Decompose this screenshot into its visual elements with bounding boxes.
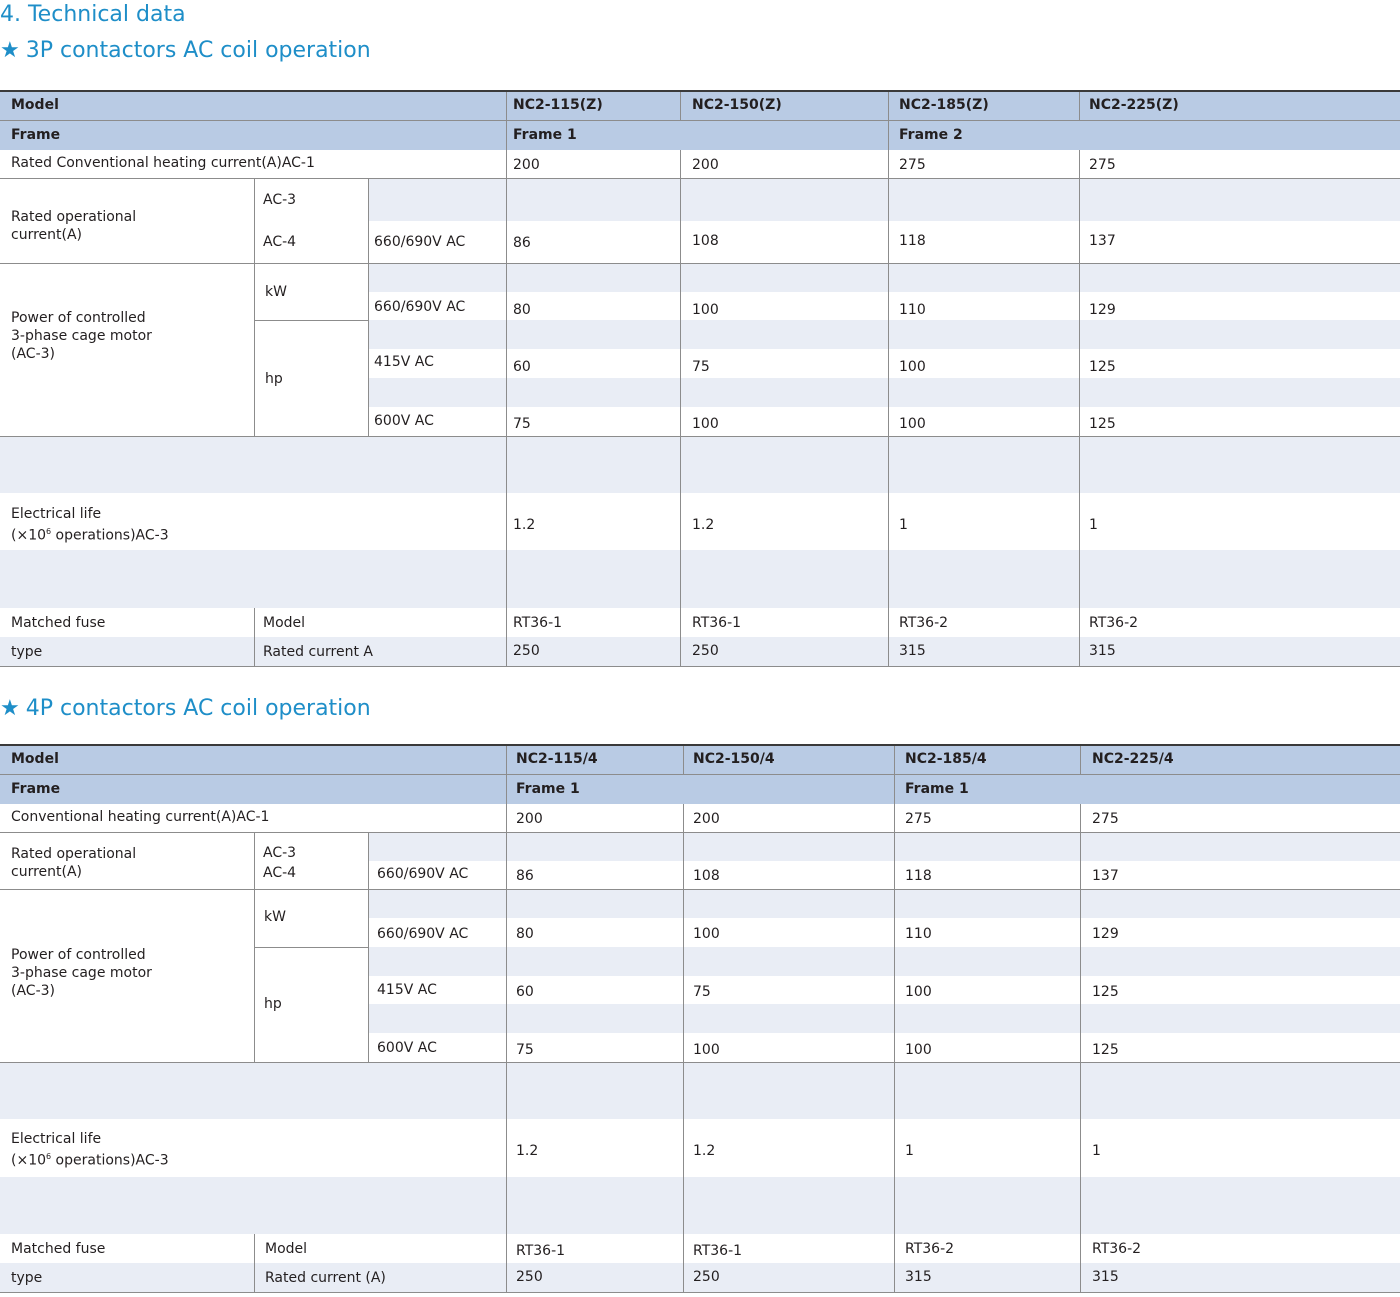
star-icon: ★ [0,38,20,63]
rule [0,436,1400,437]
value-cell: 60 [516,984,534,1000]
value-cell: 250 [693,1269,720,1285]
heating-label: Conventional heating current(A)AC-1 [11,809,270,825]
voltage-label: 600V AC [374,413,434,429]
row-tint [369,947,1400,976]
frame-cell: Frame 1 [513,127,577,143]
ac4-label: AC-4 [263,865,297,881]
section-heading-3p-text: 3P contactors AC coil operation [25,38,371,63]
model-cell: NC2-150(Z) [692,97,782,113]
value-cell: 275 [1089,157,1116,173]
hp-label: hp [264,996,282,1012]
col-rule [888,92,889,666]
value-cell: 250 [513,643,540,659]
row-tint [0,550,1400,608]
value-cell: RT36-2 [1089,615,1139,631]
row-tint [0,1177,1400,1234]
model-cell: NC2-225/4 [1092,751,1174,767]
value-cell: 275 [1092,811,1119,827]
elife-label-a: (×10 [11,527,47,544]
value-cell: 125 [1092,984,1119,1000]
power-label: Power of controlled [11,310,146,326]
value-cell: 200 [516,811,543,827]
value-cell: 315 [899,643,926,659]
value-cell: 100 [899,359,926,375]
power-label: 3-phase cage motor [11,328,152,344]
value-cell: 75 [692,359,710,375]
value-cell: 100 [899,416,926,432]
value-cell: 80 [516,926,534,942]
fuse-model-label: Model [265,1241,308,1257]
voltage-label: 660/690V AC [374,299,466,315]
value-cell: 200 [693,811,720,827]
rated-op-label: Rated operational [11,846,137,862]
value-cell: 315 [1089,643,1116,659]
rule [0,120,1400,121]
fuse-label: type [11,644,43,660]
elife-label-b: operations)AC-3 [51,527,169,544]
rule [254,320,369,321]
value-cell: 100 [693,926,720,942]
elife-label [11,523,169,545]
value-cell: RT36-1 [513,615,563,631]
value-cell: 129 [1092,926,1119,942]
ac3-label: AC-3 [263,192,297,208]
rule [254,947,369,948]
value-cell: 1 [905,1143,914,1159]
fuse-label: type [11,1270,43,1286]
heating-label: Rated Conventional heating current(A)AC-1 [11,155,315,171]
model-cell: NC2-150/4 [693,751,775,767]
value-cell: 315 [1092,1269,1119,1285]
power-label: (AC-3) [11,346,55,362]
value-cell: 137 [1089,233,1116,249]
value-cell: 110 [899,302,926,318]
voltage-label: 415V AC [374,354,434,370]
row-tint [369,378,1400,407]
value-cell: 275 [905,811,932,827]
col-rule [683,746,684,774]
value-cell: RT36-1 [692,615,742,631]
ac3-label: AC-3 [263,845,297,861]
section-heading-4p-text: 4P contactors AC coil operation [25,696,371,721]
value-cell: 125 [1089,359,1116,375]
rule [0,744,1400,746]
fuse-label: Matched fuse [11,1241,106,1257]
value-cell: 80 [513,302,531,318]
page-title: 4. Technical data [0,2,186,27]
col-rule [506,746,507,1292]
star-icon: ★ [0,696,20,721]
value-cell: 315 [905,1269,932,1285]
rule [0,889,1400,890]
value-cell: 200 [513,157,540,173]
col-rule [368,178,369,436]
col-rule [894,746,895,1292]
rated-op-label: Rated operational [11,209,137,225]
table-4p [0,744,1400,1294]
value-cell: 108 [692,233,719,249]
frame-label: Frame [11,781,61,797]
model-cell: NC2-115(Z) [513,97,603,113]
rule [0,263,1400,264]
col-rule [254,608,255,666]
value-cell: 1 [899,517,908,533]
power-label: (AC-3) [11,983,55,999]
row-tint [369,263,1400,292]
row-tint [369,1004,1400,1033]
value-cell: 137 [1092,868,1119,884]
value-cell: 86 [516,868,534,884]
value-cell: 275 [899,157,926,173]
section-heading-4p [0,696,371,721]
row-tint [369,832,1400,861]
value-cell: 108 [693,868,720,884]
value-cell: 100 [905,1042,932,1058]
elife-sup: 6 [46,1152,52,1161]
row-tint [369,320,1400,349]
frame-cell: Frame 1 [905,781,969,797]
rule [0,1292,1400,1293]
kw-label: kW [264,909,286,925]
frame-cell: Frame 1 [516,781,580,797]
col-rule [680,92,681,120]
rule [0,832,1400,833]
frame-label: Frame [11,127,61,143]
voltage-label: 660/690V AC [374,234,466,250]
table-3p [0,90,1400,667]
rule [0,90,1400,92]
elife-sup: 6 [46,527,52,536]
elife-label [11,1148,169,1170]
rule [0,666,1400,667]
power-label: 3-phase cage motor [11,965,152,981]
fuse-current-label: Rated current A [263,644,373,660]
col-rule [254,1234,255,1292]
value-cell: 250 [692,643,719,659]
elife-label: Electrical life [11,1131,102,1147]
value-cell: 1 [1089,517,1098,533]
section-heading-3p [0,38,371,63]
value-cell: 250 [516,1269,543,1285]
value-cell: 118 [899,233,926,249]
voltage-label: 600V AC [377,1040,437,1056]
rated-op-label: current(A) [11,227,83,243]
voltage-label: 415V AC [377,982,437,998]
value-cell: 100 [692,416,719,432]
value-cell: 125 [1092,1042,1119,1058]
value-cell: 75 [693,984,711,1000]
value-cell: 100 [692,302,719,318]
value-cell: RT36-2 [905,1241,955,1257]
value-cell: RT36-1 [516,1243,566,1259]
power-label: Power of controlled [11,947,146,963]
col-rule [506,92,507,666]
value-cell: 1.2 [513,517,536,533]
rated-op-label: current(A) [11,864,83,880]
col-rule [1079,92,1080,120]
value-cell: 118 [905,868,932,884]
value-cell: 200 [692,157,719,173]
value-cell: RT36-1 [693,1243,743,1259]
col-rule [683,804,684,1292]
voltage-label: 660/690V AC [377,866,469,882]
value-cell: 100 [693,1042,720,1058]
rule [0,1062,1400,1063]
kw-label: kW [265,284,287,300]
model-cell: NC2-115/4 [516,751,598,767]
elife-label-b: operations)AC-3 [51,1152,169,1169]
rule [0,774,1400,775]
col-rule [254,178,255,436]
col-rule [1080,746,1081,774]
model-cell: NC2-185/4 [905,751,987,767]
value-cell: 86 [513,235,531,251]
model-cell: NC2-185(Z) [899,97,989,113]
elife-label: Electrical life [11,506,102,522]
ac4-label: AC-4 [263,234,297,250]
value-cell: 1 [1092,1143,1101,1159]
value-cell: RT36-2 [1092,1241,1142,1257]
rule [0,178,1400,179]
value-cell: 75 [513,416,531,432]
value-cell: 1.2 [693,1143,716,1159]
value-cell: 110 [905,926,932,942]
model-label: Model [11,97,59,113]
hp-label: hp [265,371,283,387]
row-tint [0,1062,1400,1119]
col-rule [680,150,681,666]
fuse-label: Matched fuse [11,615,106,631]
model-cell: NC2-225(Z) [1089,97,1179,113]
col-rule [1080,804,1081,1292]
voltage-label: 660/690V AC [377,926,469,942]
row-tint [369,178,1400,221]
model-label: Model [11,751,59,767]
value-cell: 129 [1089,302,1116,318]
value-cell: 60 [513,359,531,375]
value-cell: 1.2 [692,517,715,533]
fuse-current-label: Rated current (A) [265,1270,386,1286]
row-tint [0,436,1400,493]
value-cell: 75 [516,1042,534,1058]
value-cell: RT36-2 [899,615,949,631]
elife-label-a: (×10 [11,1152,47,1169]
value-cell: 125 [1089,416,1116,432]
col-rule [1079,150,1080,666]
row-tint [369,889,1400,918]
value-cell: 100 [905,984,932,1000]
value-cell: 1.2 [516,1143,539,1159]
frame-cell: Frame 2 [899,127,963,143]
fuse-model-label: Model [263,615,306,631]
